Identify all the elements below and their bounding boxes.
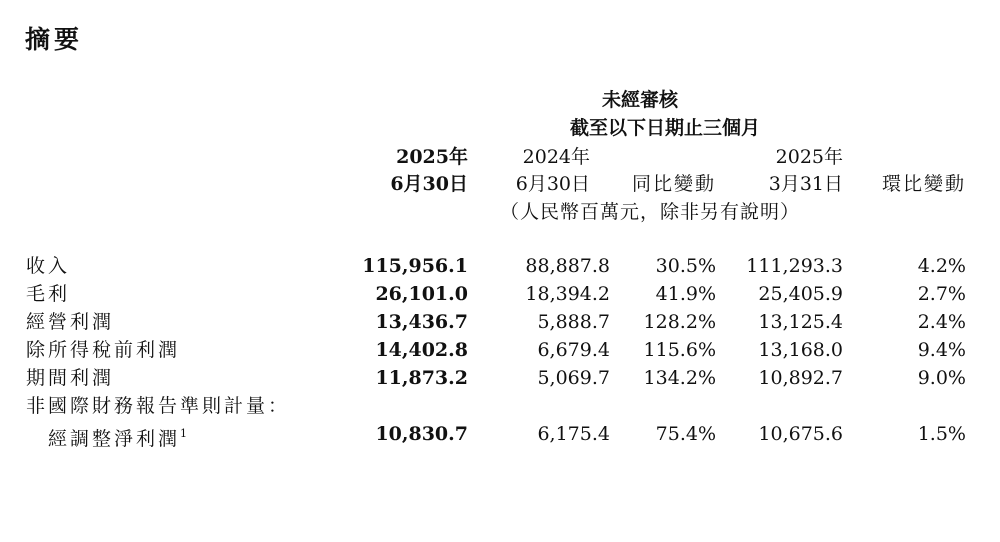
table-row (0, 392, 1000, 420)
cell-2025-jun: 10,830.7 (375, 423, 468, 445)
col2-date: 6月30日 (515, 173, 590, 195)
cell-2025-jun: 26,101.0 (375, 283, 468, 305)
cell-qoq: 9.0% (917, 367, 966, 389)
cell-2024-jun: 18,394.2 (525, 283, 610, 305)
table-row (0, 336, 1000, 364)
cell-yoy: 30.5% (655, 255, 716, 277)
row-label: 經營利潤 (26, 311, 115, 333)
cell-qoq: 1.5% (917, 423, 966, 445)
cell-2025-mar: 10,675.6 (758, 423, 843, 445)
cell-2025-jun: 11,873.2 (375, 367, 468, 389)
table-row (0, 308, 1000, 336)
cell-2024-jun: 5,888.7 (537, 311, 610, 333)
three-months-header: 截至以下日期止三個月 (569, 117, 760, 139)
cell-yoy: 75.4% (655, 423, 716, 445)
cell-2025-mar: 25,405.9 (758, 283, 843, 305)
page-title: 摘要 (25, 25, 84, 54)
col4-date: 3月31日 (768, 173, 843, 195)
cell-2025-mar: 13,125.4 (758, 311, 843, 333)
cell-qoq: 9.4% (917, 339, 966, 361)
cell-yoy: 134.2% (643, 367, 716, 389)
cell-qoq: 2.7% (917, 283, 966, 305)
row-label: 毛利 (26, 283, 71, 305)
table-row (0, 364, 1000, 392)
cell-2024-jun: 88,887.8 (525, 255, 610, 277)
cell-yoy: 41.9% (655, 283, 716, 305)
non-ifrs-heading: 非國際財務報告準則計量： (26, 395, 291, 417)
col1-date: 6月30日 (390, 173, 468, 195)
cell-2025-mar: 10,892.7 (758, 367, 843, 389)
cell-2025-jun: 14,402.8 (375, 339, 468, 361)
unit-note: （人民幣百萬元，除非另有說明） (500, 201, 801, 223)
col4-year: 2025年 (775, 146, 843, 168)
cell-yoy: 115.6% (643, 339, 716, 361)
col5-header: 環比變動 (881, 173, 966, 195)
cell-2024-jun: 5,069.7 (537, 367, 610, 389)
cell-2025-mar: 111,293.3 (746, 255, 843, 277)
row-label: 收入 (26, 255, 71, 277)
unaudited-header: 未經審核 (601, 89, 678, 111)
cell-2025-jun: 115,956.1 (362, 255, 468, 277)
cell-2025-jun: 13,436.7 (375, 311, 468, 333)
table-row (0, 420, 1000, 448)
cell-2024-jun: 6,175.4 (537, 423, 610, 445)
row-label: 除所得稅前利潤 (26, 339, 181, 361)
summary-table (0, 252, 1000, 448)
cell-qoq: 4.2% (917, 255, 966, 277)
col3-header: 同比變動 (631, 173, 716, 195)
row-label: 期間利潤 (26, 367, 115, 389)
table-row (0, 252, 1000, 280)
cell-qoq: 2.4% (917, 311, 966, 333)
table-row (0, 280, 1000, 308)
cell-2025-mar: 13,168.0 (758, 339, 843, 361)
adjusted-net-profit-label: 經調整淨利潤 (48, 428, 181, 450)
col2-year: 2024年 (522, 146, 590, 168)
footnote-marker: 1 (180, 427, 188, 440)
row-label (48, 422, 187, 451)
cell-2024-jun: 6,679.4 (537, 339, 610, 361)
col1-year: 2025年 (396, 146, 468, 168)
cell-yoy: 128.2% (643, 311, 716, 333)
